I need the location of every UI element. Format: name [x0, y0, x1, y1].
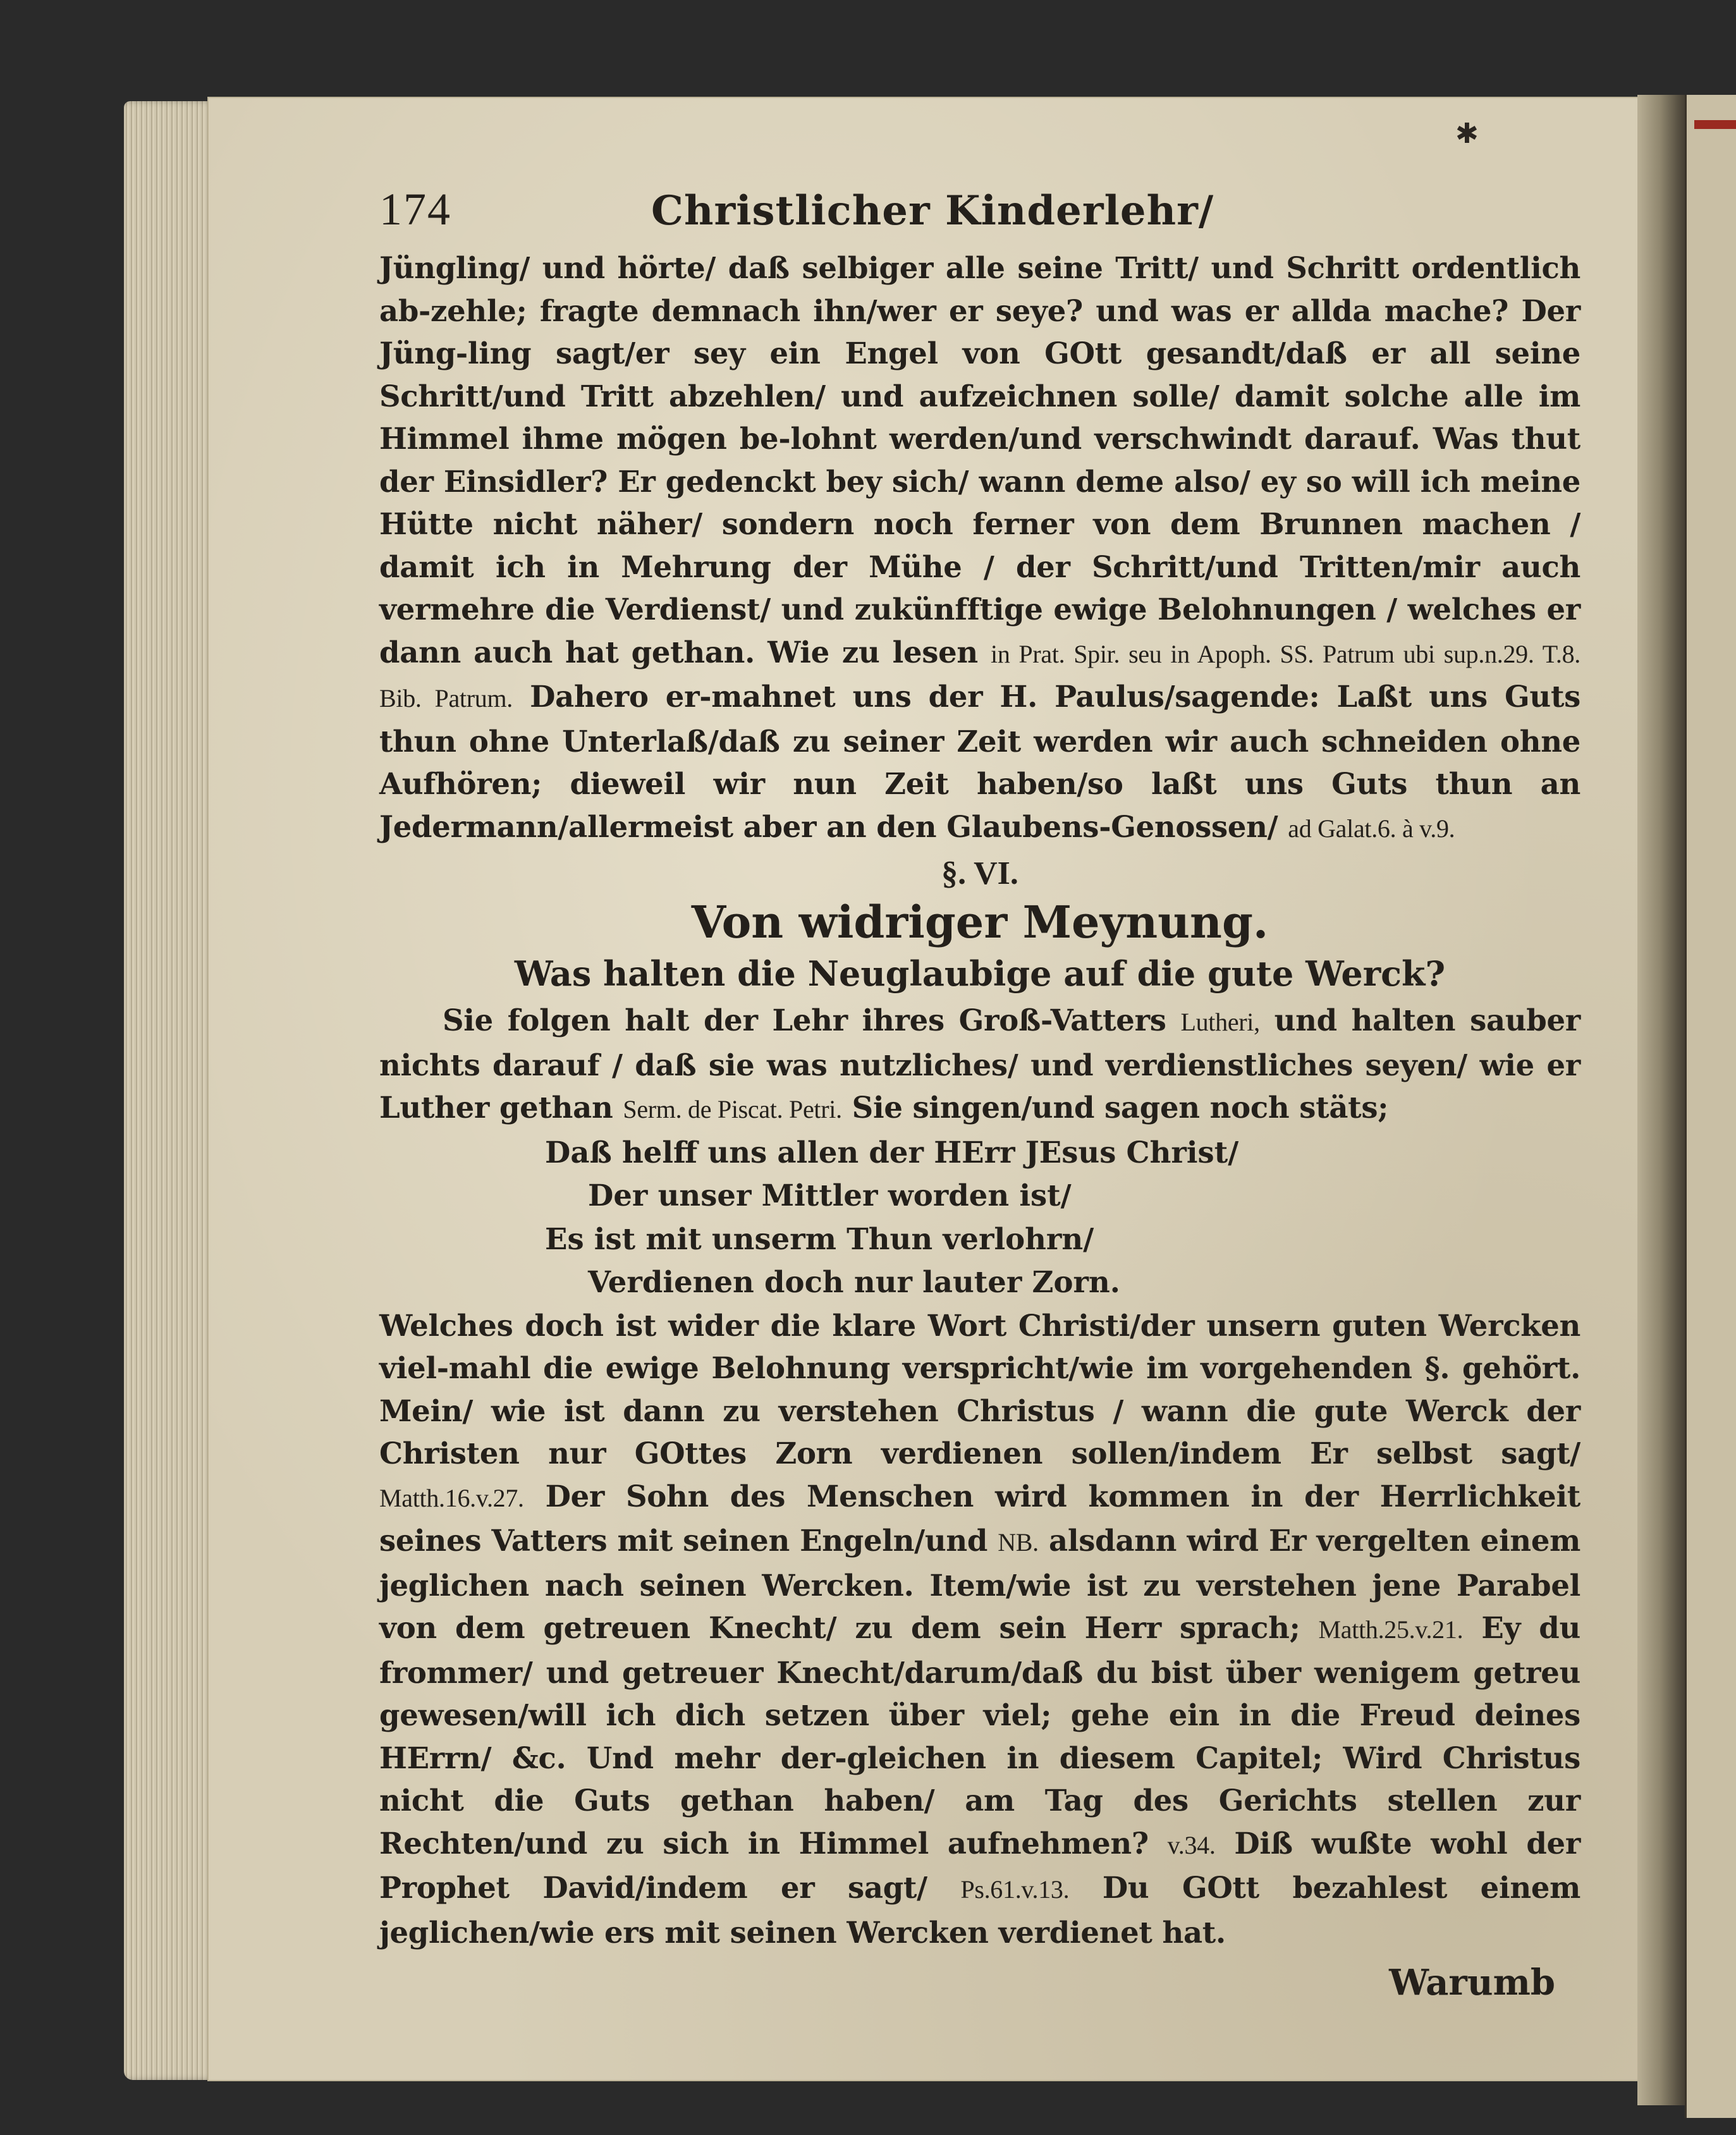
para2-text-2: und halten sauber nichts darauf / daß sie was nutzliches/ und verdienstliches seyen/ wie er Luther gethan: [379, 1003, 1580, 1125]
para2-text-3: Sie singen/und sagen noch stäts;: [852, 1090, 1389, 1125]
paragraph-3: [379, 1304, 1580, 1954]
para3-text-2: Der Sohn des Menschen wird kommen in der Herrlichkeit seines Vatters mit seinen Engeln/und: [379, 1478, 1580, 1558]
para3-text-6: Du GOtt bezahlest einem jeglichen/wie ers mit seinen Wercken verdienet hat.: [379, 1870, 1581, 1950]
para3-text-3: alsdann wird Er vergelten einem jeglichen nach seinen Wercken. Item/wie ist zu verstehen jene Parabel von dem getreuen Knecht/ zu dem sein Herr sprach;: [379, 1523, 1581, 1645]
ribbon-marker: [1694, 120, 1736, 129]
section-question: Was halten die Neuglaubige auf die gute Werck?: [514, 953, 1446, 994]
para3-latin-5: Ps.61.v.13.: [960, 1875, 1070, 1904]
verse-line-4: Verdienen doch nur lauter Zorn.: [588, 1264, 1120, 1299]
ornament-icon: ✱: [1455, 118, 1479, 150]
facing-page-edge: [1685, 95, 1736, 2118]
verse-line-1: Daß helff uns allen der HErr JEsus Christ/: [545, 1134, 1239, 1170]
para3-text-5: Diß wußte wohl der Prophet David/indem er sagt/: [379, 1825, 1581, 1905]
para1-text-1: Jüngling/ und hörte/ daß selbiger alle seine Tritt/ und Schritt ordentlich ab-zehle; fragte demnach ihn/wer er seye? und was er allda mache? Der Jüng-ling sagt/er sey ein Engel von GOtt gesandt/daß er all seine Schritt/und Tritt abzehlen/ und aufzeichnen solle/ damit solche alle im Himmel ihme mögen be-lohnt werden/und verschwindt darauf. Was thut der Einsidler? Er gedenckt bey sich/ wann deme also/ ey so will ich meine Hütte nicht näher/ sondern noch ferner von dem Brunnen machen / damit ich in Mehrung der Mühe / der Schritt/und Tritten/mir auch vermehre die Verdienst/ und zukünfftige ewige Belohnungen / welches er dann auch hat gethan. Wie zu lesen: [379, 250, 1580, 670]
para1-latin-1: in Prat. Spir. seu in Apoph. SS. Patrum ubi sup.n.29. T.8. Bib. Patrum.: [379, 639, 1580, 713]
page-header: [379, 183, 1580, 247]
section-title: Von widriger Meynung.: [691, 896, 1269, 948]
hymn-verse: [379, 1131, 1580, 1304]
para2-latin-1: Lutheri,: [1180, 1008, 1260, 1036]
para3-latin-1: Matth.16.v.27.: [379, 1483, 524, 1512]
page-number: 174: [379, 184, 451, 235]
para2-latin-2: Serm. de Piscat. Petri.: [623, 1095, 842, 1123]
para3-text-1: Welches doch ist wider die klare Wort Christi/der unsern guten Wercken viel-mahl die ewige Belohnung verspricht/wie im vorgehenden §. gehört. Mein/ wie ist dann zu verstehen Christus / wann die gute Werck der Christen nur GOttes Zorn verdienen sollen/indem Er selbst sagt/: [379, 1307, 1580, 1471]
para2-text-1: Sie folgen halt der Lehr ihres Groß-Vatters: [443, 1003, 1166, 1037]
para1-text-2: Dahero er-mahnet uns der H. Paulus/sagende: Laßt uns Guts thun ohne Unterlaß/daß zu seiner Zeit werden wir auch schneiden ohne Aufhören; dieweil wir nun Zeit haben/so laßt uns Guts thun an Jedermann/allermeist aber an den Glaubens-Genossen/: [379, 679, 1580, 844]
para1-latin-2: ad Galat.6. à v.9.: [1288, 814, 1455, 843]
running-title: Christlicher Kinderlehr/: [651, 187, 1214, 235]
para3-latin-3: Matth.25.v.21.: [1318, 1615, 1464, 1644]
catchword: Warumb: [1389, 1962, 1555, 2003]
verse-line-3: Es ist mit unserm Thun verlohrn/: [545, 1221, 1094, 1256]
paragraph-1: [379, 247, 1580, 850]
verse-line-2: Der unser Mittler worden ist/: [588, 1178, 1072, 1213]
para3-latin-2: NB.: [998, 1528, 1039, 1557]
paragraph-2: [379, 999, 1580, 1131]
section-number: §. VI.: [941, 855, 1018, 891]
book-page-edges: [124, 101, 219, 2080]
page-text: [379, 183, 1580, 2008]
para3-latin-4: v.34.: [1167, 1830, 1216, 1859]
para3-text-4: Ey du frommer/ und getreuer Knecht/darum/daß du bist über wenigem getreu gewesen/will ich dich setzen über viel; gehe ein in die Freud deines HErrn/ &c. Und mehr der-gleichen in diesem Capitel; Wird Christus nicht die Guts gethan haben/ am Tag des Gerichts stellen zur Rechten/und zu sich in Himmel aufnehmen?: [379, 1610, 1580, 1861]
